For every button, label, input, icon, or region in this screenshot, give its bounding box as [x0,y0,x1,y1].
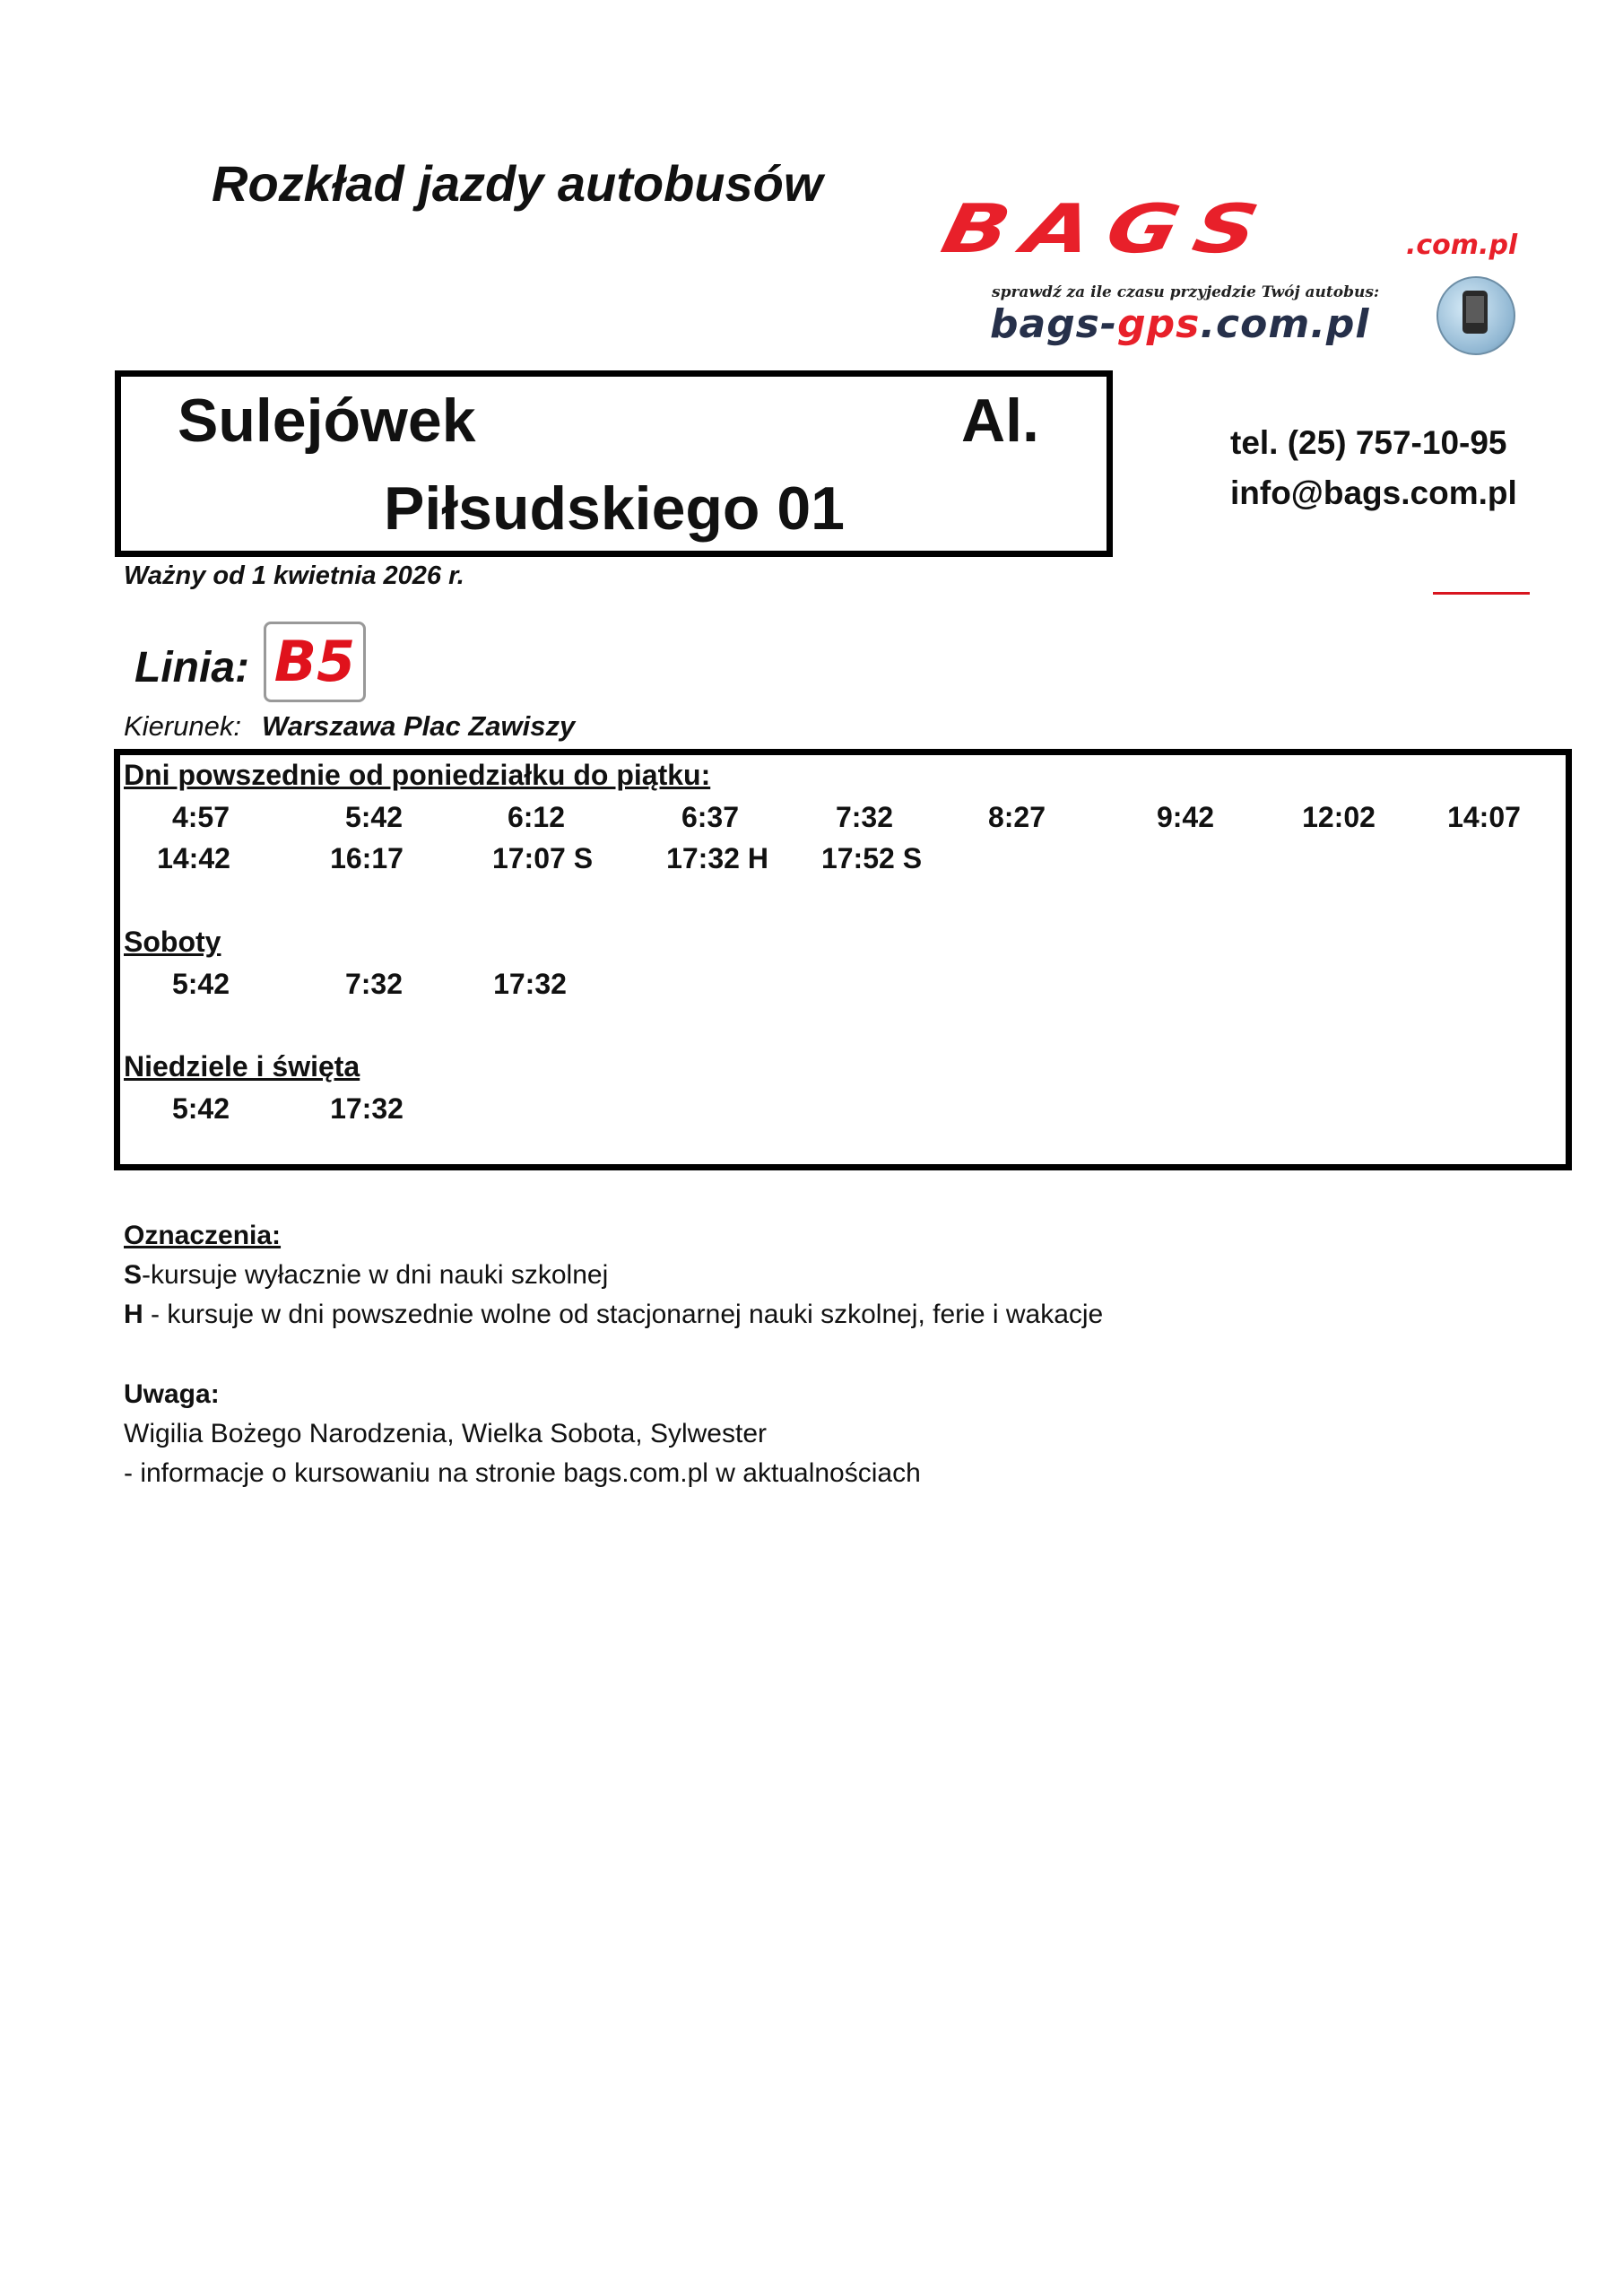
legend-h-text: - kursuje w dni powszednie wolne od stacjonarnej nauki szkolnej, ferie i wakacje [143,1300,1104,1329]
red-divider [1433,592,1530,595]
sundays-heading: Niedziele i święta [124,1050,360,1083]
gps-url-part2: gps [1117,301,1201,347]
departure-time: 7:32 [344,968,404,1000]
departure-time: 17:32 H [666,842,768,874]
phone-icon [1436,276,1515,355]
bags-logo[interactable] [934,189,1551,352]
departure-time: 4:57 [171,801,230,833]
departure-time: 7:32 [835,801,894,833]
departure-time: 12:02 [1302,801,1376,833]
legend-h [124,1300,1103,1330]
departure-time: 16:17 [330,842,404,874]
gps-url-part3: .com.pl [1200,301,1370,347]
note-line2: - informacje o kursowaniu na stronie bags.com.pl w aktualnościach [124,1458,921,1488]
departure-time: 9:42 [1156,801,1215,833]
page-title: Rozkład jazdy autobusów [212,155,823,212]
departure-time: 6:12 [507,801,566,833]
departure-time: 17:52 S [820,842,923,874]
logo-brand: BAGS [934,189,1281,269]
contact-email[interactable]: info@bags.com.pl [1230,474,1517,511]
stop-name-prefix: Al. [961,387,1039,455]
departure-time: 17:07 S [491,842,594,874]
departure-time: 5:42 [171,1092,230,1125]
note-heading: Uwaga: [124,1379,220,1409]
note-line1: Wigilia Bożego Narodzenia, Wielka Sobota, Sylwester [124,1419,767,1448]
legend-s-text: -kursuje wyłacznie w dni nauki szkolnej [142,1260,609,1290]
departure-time: 14:42 [157,842,230,874]
direction-value: Warszawa Plac Zawiszy [262,710,576,742]
valid-from: Ważny od 1 kwietnia 2026 r. [124,561,464,590]
legend-s [124,1260,608,1291]
departure-time: 17:32 [330,1092,404,1125]
contact-info [1230,418,1517,518]
departure-time: 14:07 [1447,801,1521,833]
line-number-badge: B5 [264,622,366,702]
stop-name-town: Sulejówek [178,387,476,455]
stop-name-street: Piłsudskiego 01 [384,474,845,543]
contact-phone[interactable]: tel. (25) 757-10-95 [1230,424,1507,461]
saturdays-heading: Soboty [124,926,221,958]
legend-heading: Oznaczenia: [124,1221,282,1250]
gps-url-part1: bags- [990,301,1118,347]
gps-url[interactable] [990,301,1370,347]
departure-time: 5:42 [171,968,230,1000]
weekdays-heading: Dni powszednie od poniedziałku do piątku: [124,759,711,791]
legend-s-code: S [124,1260,143,1290]
departure-time: 8:27 [987,801,1046,833]
direction-label: Kierunek: [124,710,241,742]
legend-h-code: H [124,1300,143,1329]
departure-time: 6:37 [681,801,740,833]
departure-time: 5:42 [344,801,404,833]
logo-suffix: .com.pl [1406,230,1518,261]
gps-caption: sprawdź za ile czasu przyjedzie Twój autobus: [992,283,1380,301]
line-label: Linia: [135,644,249,691]
departure-time: 17:32 [493,968,567,1000]
